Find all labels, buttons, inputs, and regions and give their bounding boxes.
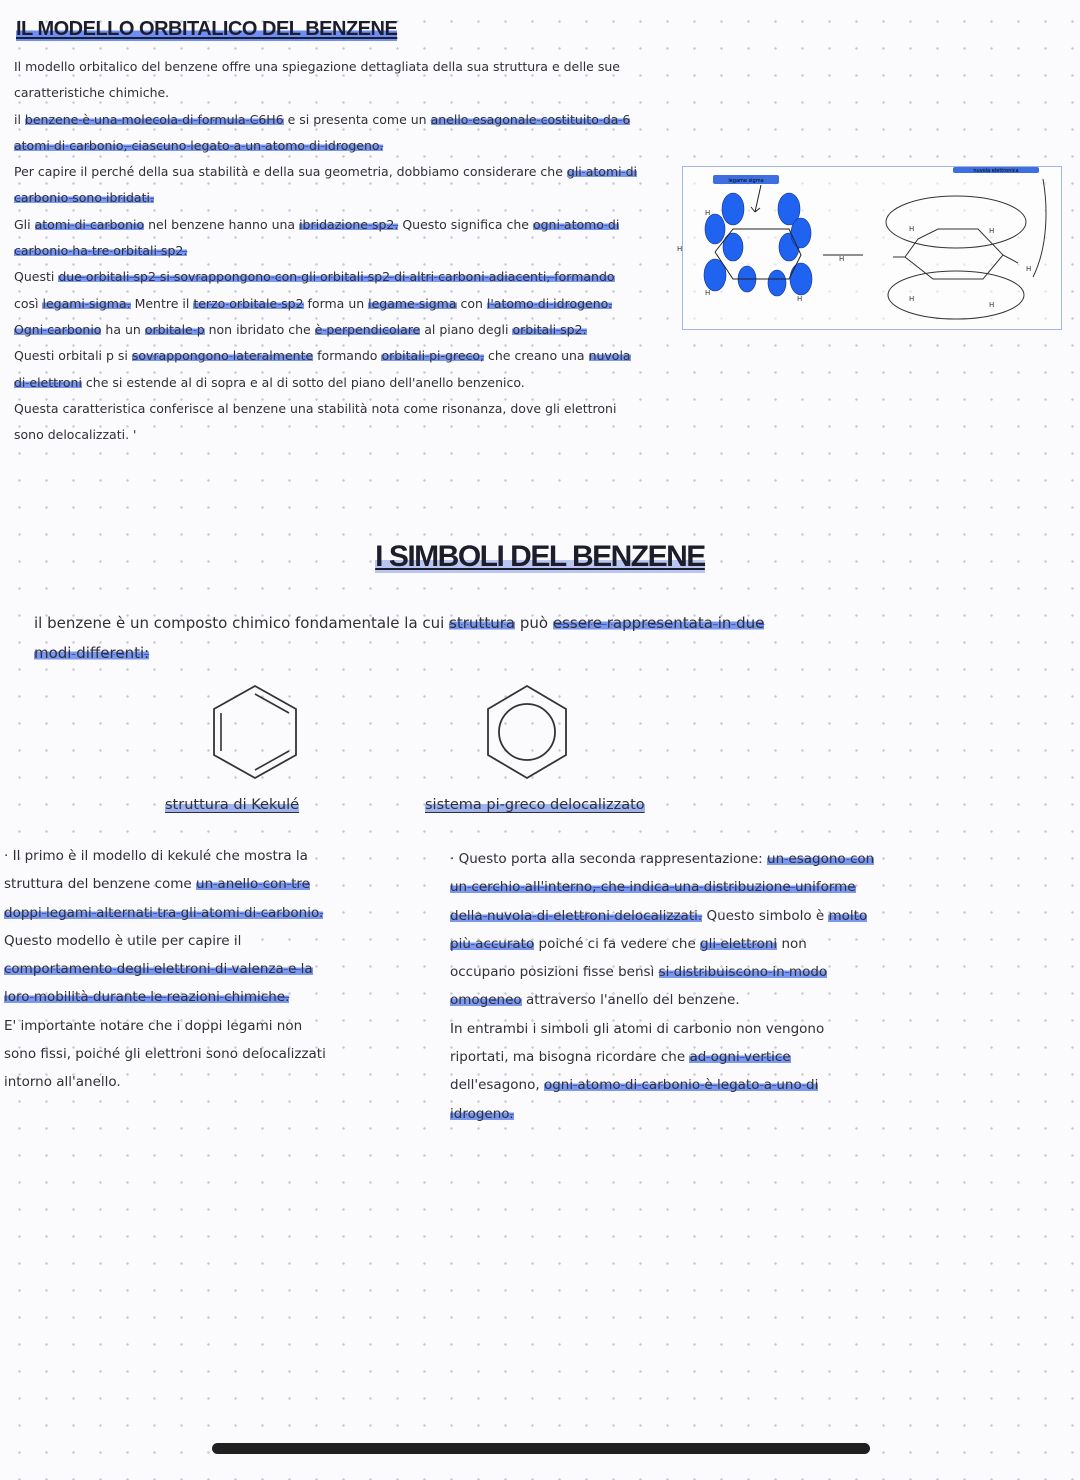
text-line bbox=[34, 638, 814, 668]
highlighted-text: legami sigma. bbox=[42, 295, 131, 311]
highlighted-text: atomi di carbonio, ciascuno legato a un atomo di idrogeno. bbox=[14, 137, 384, 153]
highlighted-text: omogeneo bbox=[450, 992, 522, 1009]
orbital-model-paragraph bbox=[14, 54, 679, 448]
text-line bbox=[14, 264, 679, 290]
highlighted-text: loro mobilità durante le reazioni chimiche. bbox=[4, 989, 290, 1006]
text-span: Per capire il perché della sua stabilità e della sua geometria, dobbiamo considerare che bbox=[14, 164, 567, 180]
text-span: forma un bbox=[303, 295, 369, 311]
highlighted-text: orbitali pi-greco, bbox=[381, 348, 485, 364]
text-line bbox=[14, 212, 679, 238]
highlighted-text: un anello con tre bbox=[196, 876, 310, 893]
text-span: caratteristiche chimiche. bbox=[14, 85, 170, 101]
text-line bbox=[14, 133, 679, 159]
text-span: che creano una bbox=[484, 348, 589, 364]
text-line bbox=[14, 54, 679, 80]
highlighted-text: ibridazione sp2. bbox=[299, 216, 399, 232]
text-span: Mentre il bbox=[130, 295, 194, 311]
text-span: nel benzene hanno una bbox=[144, 216, 300, 232]
text-span: non ibridato che bbox=[204, 321, 315, 337]
text-line bbox=[4, 899, 364, 927]
text-line bbox=[4, 1040, 364, 1068]
highlighted-text: della nuvola di elettroni delocalizzati. bbox=[450, 907, 703, 924]
text-span: formando bbox=[313, 348, 382, 364]
highlighted-text: carbonio ha tre orbitali sp2. bbox=[14, 243, 188, 259]
text-span: · Il primo è il modello di kekulé che mostra la bbox=[4, 848, 308, 864]
highlighted-text: ogni atomo di bbox=[532, 216, 620, 232]
text-line bbox=[450, 873, 910, 901]
highlighted-text: carbonio sono ibridati. bbox=[14, 190, 154, 206]
text-span: con bbox=[456, 295, 487, 311]
text-line bbox=[14, 185, 679, 211]
text-line bbox=[14, 317, 679, 343]
orbital-diagram-svg bbox=[677, 167, 1061, 329]
text-span: sono fissi, poiché gli elettroni sono delocalizzati bbox=[4, 1046, 326, 1063]
text-span: Questi bbox=[14, 269, 59, 285]
highlighted-text: gli elettroni bbox=[700, 935, 778, 952]
highlighted-text: di elettroni bbox=[14, 374, 82, 390]
highlighted-text: orbitali sp2. bbox=[512, 321, 587, 337]
svg-text:H: H bbox=[677, 245, 683, 253]
svg-text:H: H bbox=[705, 289, 711, 297]
highlighted-text: nuvola bbox=[588, 348, 631, 364]
diagram-label-cloud: nuvola elettronica bbox=[973, 168, 1019, 174]
text-line bbox=[4, 842, 364, 870]
delocalized-benzene-icon bbox=[477, 680, 577, 784]
text-span: Questo significa che bbox=[398, 216, 533, 232]
highlighted-text: più accurato bbox=[450, 935, 535, 952]
svg-text:H: H bbox=[989, 227, 995, 235]
svg-text:H: H bbox=[839, 255, 845, 263]
highlighted-text: Ogni carbonio bbox=[14, 321, 102, 337]
text-span: al piano degli bbox=[420, 321, 513, 337]
text-span: In entrambi i simboli gli atomi di carbonio non vengono bbox=[450, 1020, 825, 1037]
kekule-structure-icon bbox=[205, 680, 305, 784]
text-span: occupano posizioni fisse bensì bbox=[450, 964, 659, 981]
highlighted-text: sovrappongono lateralmente bbox=[131, 348, 314, 364]
highlighted-text: doppi legami alternati tra gli atomi di carbonio. bbox=[4, 904, 324, 921]
text-span: · Questo porta alla seconda rappresentazione: bbox=[450, 851, 768, 867]
text-line bbox=[450, 845, 910, 873]
highlighted-text: due orbitali sp2 si sovrappongono con gli orbitali sp2 di altri carboni adiacenti, formando bbox=[58, 269, 615, 285]
text-span: non bbox=[777, 935, 807, 952]
highlighted-text: idrogeno. bbox=[450, 1105, 514, 1122]
highlighted-text: un cerchio all'interno, che indica una distribuzione uniforme bbox=[450, 879, 856, 896]
text-span: riportati, ma bisogna ricordare che bbox=[450, 1049, 690, 1066]
text-line bbox=[14, 238, 679, 264]
text-line bbox=[450, 1043, 910, 1071]
text-line bbox=[450, 1015, 910, 1043]
highlighted-text: essere rappresentata in due bbox=[552, 614, 765, 632]
text-span: E' importante notare che i doppi legami non bbox=[4, 1017, 303, 1034]
highlighted-text: struttura bbox=[449, 614, 516, 632]
orbital-diagram bbox=[677, 166, 1062, 330]
text-span: poiché ci fa vedere che bbox=[534, 935, 701, 952]
text-line bbox=[450, 1100, 910, 1128]
text-line bbox=[450, 958, 910, 986]
highlighted-text: terzo orbitale sp2 bbox=[193, 295, 304, 311]
svg-text:H: H bbox=[989, 301, 995, 309]
highlighted-text: atomi di carbonio bbox=[34, 216, 145, 232]
text-span: Questi orbitali p si bbox=[14, 348, 132, 364]
text-span: intorno all'anello. bbox=[4, 1074, 121, 1091]
text-span: Questa caratteristica conferisce al benzene una stabilità nota come risonanza, dove gli elettroni bbox=[14, 400, 617, 416]
svg-text:H: H bbox=[1026, 265, 1032, 273]
svg-text:H: H bbox=[797, 295, 803, 303]
svg-text:H: H bbox=[909, 225, 915, 233]
highlighted-text: si distribuiscono in modo bbox=[658, 964, 828, 981]
text-span: ha un bbox=[101, 321, 145, 337]
text-line bbox=[450, 902, 910, 930]
text-span: Questo modello è utile per capire il bbox=[4, 932, 242, 949]
symbols-intro bbox=[34, 608, 814, 668]
text-line bbox=[4, 1012, 364, 1040]
horizontal-scrollbar[interactable] bbox=[212, 1443, 870, 1454]
text-line bbox=[4, 927, 364, 955]
text-line bbox=[4, 955, 364, 983]
text-span: il bbox=[14, 111, 25, 127]
text-line bbox=[14, 291, 679, 317]
highlighted-text: legame sigma bbox=[368, 295, 457, 311]
svg-text:H: H bbox=[909, 295, 915, 303]
text-span: che si estende al di sopra e al di sotto del piano dell'anello benzenico. bbox=[81, 374, 525, 390]
highlighted-text: comportamento degli elettroni di valenza e la bbox=[4, 961, 313, 978]
text-line bbox=[34, 608, 814, 638]
text-span: struttura del benzene come bbox=[4, 876, 197, 893]
text-line bbox=[450, 930, 910, 958]
highlighted-text: modi differenti: bbox=[34, 644, 150, 662]
text-line bbox=[450, 986, 910, 1014]
text-line bbox=[14, 422, 679, 448]
text-span: dell'esagono, bbox=[450, 1077, 544, 1094]
highlighted-text: un esagono con bbox=[767, 851, 875, 867]
text-line bbox=[14, 159, 679, 185]
section-title-symbols: I SIMBOLI DEL BENZENE bbox=[375, 540, 705, 573]
caption-delocalized: sistema pi-greco delocalizzato bbox=[425, 797, 645, 813]
text-line bbox=[14, 343, 679, 369]
delocalized-description bbox=[450, 845, 910, 1128]
highlighted-text: ogni atomo di carbonio è legato a uno di bbox=[543, 1077, 819, 1094]
text-line bbox=[14, 80, 679, 106]
highlighted-text: l'atomo di idrogeno. bbox=[486, 295, 613, 311]
text-span: il benzene è un composto chimico fondamentale la cui bbox=[34, 614, 450, 632]
diagram-label-sigma: legame sigma bbox=[728, 178, 764, 184]
text-span: e si presenta come un bbox=[283, 111, 431, 127]
text-line bbox=[14, 107, 679, 133]
text-line bbox=[14, 370, 679, 396]
highlighted-text: gli atomi di bbox=[566, 164, 637, 180]
text-span: così bbox=[14, 295, 43, 311]
text-span: attraverso l'anello del benzene. bbox=[521, 992, 740, 1009]
highlighted-text: orbitale p bbox=[144, 321, 205, 337]
highlighted-text: è perpendicolare bbox=[314, 321, 421, 337]
highlighted-text: molto bbox=[828, 907, 868, 924]
text-span: Questo simbolo è bbox=[702, 907, 829, 924]
text-span: sono delocalizzati. ' bbox=[14, 427, 137, 443]
kekule-description bbox=[4, 842, 364, 1097]
highlighted-text: ad ogni vertice bbox=[689, 1049, 791, 1066]
text-line bbox=[450, 1071, 910, 1099]
highlighted-text: benzene è una molecola di formula C6H6 bbox=[24, 111, 284, 127]
text-span: Gli bbox=[14, 216, 35, 232]
text-span: Il modello orbitalico del benzene offre una spiegazione dettagliata della sua struttura e delle sue bbox=[14, 59, 620, 74]
highlighted-text: anello esagonale costituito da 6 bbox=[430, 111, 631, 127]
text-line bbox=[4, 870, 364, 898]
text-line bbox=[4, 1068, 364, 1096]
text-line bbox=[4, 983, 364, 1011]
text-span: può bbox=[515, 614, 553, 632]
section-title-orbital-model: IL MODELLO ORBITALICO DEL BENZENE bbox=[16, 18, 398, 40]
text-line bbox=[14, 396, 679, 422]
caption-kekule: struttura di Kekulé bbox=[165, 797, 300, 813]
svg-text:H: H bbox=[705, 209, 711, 217]
